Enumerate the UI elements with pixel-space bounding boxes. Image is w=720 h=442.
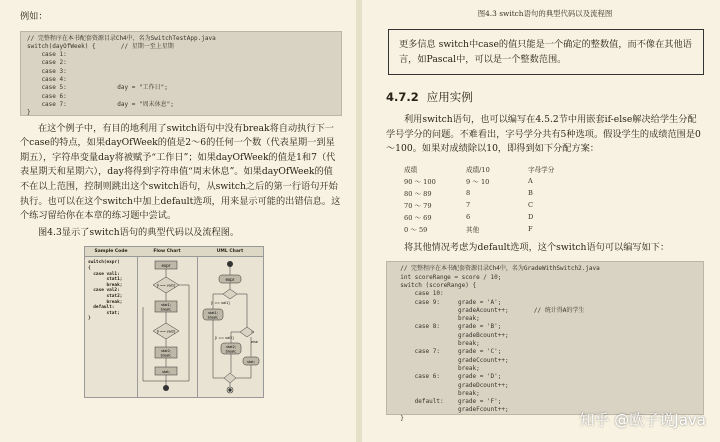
switch-figure [84, 246, 264, 398]
paragraph-application: 利用switch语句，也可以编写在4.5.2节中用嵌套if-else解决给学生分配学号学分的问题。不难看出，字号学分共有5种选项。假设学生的成绩范围是0～100。如果对成绩除以10，即得到如下分配方案： [386, 114, 701, 155]
figure-sample-code-column [85, 247, 138, 397]
grade-table-header [404, 163, 590, 175]
grade-table [404, 163, 590, 235]
grade-cell: A [528, 176, 533, 185]
flow-stat-label: stat; [162, 370, 170, 375]
grade-cell: 8 [466, 188, 471, 197]
grade-cell: 80 ～ 89 [404, 189, 432, 198]
flow-cond1-label: [i == val1] [156, 283, 176, 288]
more-info-note: 更多信息 switch中case的值只能是一个确定的整数值，而不像在其他语言，如Pascal中，可以是一个整数范围。 [388, 29, 704, 75]
uml-cond2-label: [i == val2] [215, 336, 234, 341]
section-title: 应用实例 [426, 90, 473, 104]
table-row [404, 175, 590, 187]
uml-merge-node [224, 373, 236, 383]
uml-decision-1 [223, 289, 237, 299]
paragraph-default-note: 将其他情况考虑为default选项，这个switch语句可以编写如下： [404, 241, 670, 253]
figure-col-header-code: Sample Code [85, 247, 137, 257]
grade-cell: F [528, 224, 533, 233]
uml-expr-label: expr [225, 277, 235, 283]
figure-col-header-uml: UML Chart [197, 247, 263, 257]
uml-diagram [197, 257, 263, 395]
grade-cell: C [528, 200, 534, 209]
flowchart-diagram [137, 257, 197, 395]
svg-text:stat1;: stat1; [161, 303, 171, 308]
grade-cell: 60 ～ 69 [404, 213, 432, 222]
section-heading [386, 89, 704, 105]
table-row [404, 199, 590, 211]
svg-text:break;: break; [160, 307, 172, 312]
grade-cell: 70 ～ 79 [404, 201, 432, 210]
intro-text: 例如： [20, 11, 48, 22]
paragraph-figure-ref: 图4.3显示了switch语句的典型代码以及流程图。 [38, 226, 240, 238]
grade-header-div10: 成绩/10 [466, 165, 490, 174]
zhihu-watermark: 知乎 @欧子说Java [579, 411, 706, 429]
code-block-dayofweek: // 完整程序在本书配套资源目录Ch4中，名为SwitchTestApp.java switch(dayOfWeek) { // 星期一至上星期 case 1: case 2: case 3: case 4: case 5: day = "工作日"; case 6: case 7: day = "周末休息"; } [20, 31, 342, 116]
flow-cond2-label: [i == val2] [156, 329, 176, 334]
uml-stat-label: stat; [247, 360, 255, 365]
grade-header-letter: 字母学分 [528, 165, 555, 174]
figure-uml-column [197, 247, 263, 397]
left-page [0, 0, 356, 442]
grade-cell: 90 ～ 100 [404, 177, 436, 186]
grade-cell: 6 [466, 212, 471, 221]
figure-col-header-flow: Flow Chart [137, 247, 197, 257]
svg-text:stat2;: stat2; [226, 345, 236, 350]
uml-cond1-label: [i == val1] [211, 301, 230, 306]
grade-cell: B [528, 188, 533, 197]
paragraph-explanation: 在这个例子中，有目的地利用了switch语句中没有break将自动执行下一个case的特点，如果dayOfWeek的值是2～6的任何一个数（代表星期一到星期五），字符串变量day将被赋予“工作日”；如果dayOfWeek的值是1和7（代表星期天和星期六），day将得到字符串值“周末休息”。如果dayOfWeek的值不在以上范围，控制则跳出这个switch语句，从switch之后的第一行语句开始执行。也可以在这个switch中加上default选项，用来显示可能的出错信息。这个练习留给你在本章的练习题中尝试。 [20, 122, 341, 222]
uml-else-label: else [251, 340, 258, 345]
table-row [404, 211, 590, 223]
grade-cell: 7 [466, 200, 471, 209]
svg-text:break;: break; [160, 353, 172, 358]
svg-text:stat1;: stat1; [208, 311, 218, 316]
right-page [362, 0, 720, 442]
svg-text:break;: break; [207, 315, 219, 320]
svg-text:break;: break; [225, 349, 237, 354]
figure-flowchart-column [137, 247, 198, 397]
uml-end-node [228, 389, 231, 392]
grade-cell: 0 ～ 59 [404, 225, 428, 234]
figure-code: switch(expr) { case val1: stat1; break; case val2: stat2; break; default: stat; } [88, 260, 123, 322]
section-number: 4.7.2 [386, 90, 419, 104]
grade-cell: 其他 [466, 225, 480, 234]
code-block-grade-switch: // 完整程序在本书配套资源目录Ch4中，名为GradeWithSwitch2.java int scoreRange = score / 10; switch (scoreRange) { case 10: case 9: grade = 'A'; gradeAcount++; // 统计得A的学生 break; case 8: grade = 'B'; gradeBcount++; break; case 7: grade = 'C'; gradeCcount++; break; case 6: grade = 'D'; gradeDcount++; break; default: grade = 'F'; gradeFcount++; } [386, 261, 704, 415]
grade-cell: D [528, 212, 534, 221]
flow-end-node [163, 385, 169, 391]
flow-expr-label: expr [161, 263, 171, 269]
svg-text:stat2;: stat2; [161, 349, 171, 354]
grade-cell: 9 ～ 10 [466, 177, 490, 186]
uml-start-node [227, 261, 233, 267]
grade-header-score: 成绩 [404, 165, 418, 174]
figure-caption: 图4.3 switch语句的典型代码以及流程图 [477, 9, 613, 18]
table-row [404, 223, 590, 235]
table-row [404, 187, 590, 199]
